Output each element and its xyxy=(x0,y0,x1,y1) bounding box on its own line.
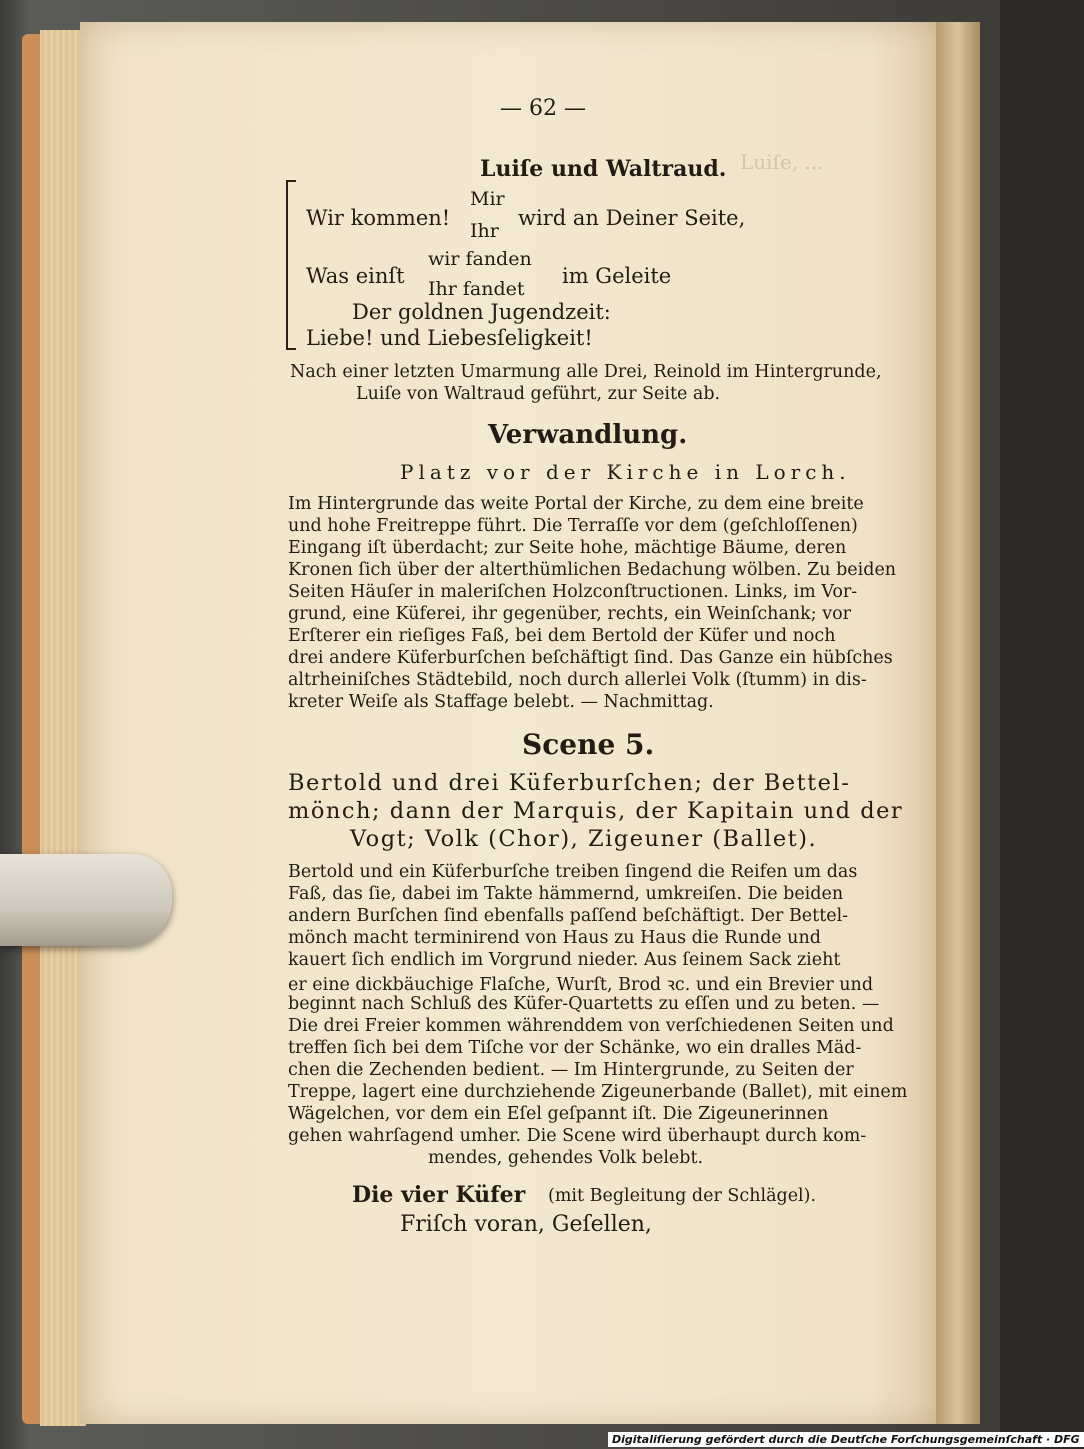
action-line: Treppe, lagert eine durchziehende Zigeunerbande (Ballet), mit einem xyxy=(288,1082,908,1102)
song-line-4: Liebe! und Liebesſeligkeit! xyxy=(306,326,593,350)
stage-direction-line: Nach einer letzten Umarmung alle Drei, Reinold im Hintergrunde, xyxy=(290,362,882,382)
action-line: Faß, das ſie, dabei im Takte hämmernd, umkreiſen. Die beiden xyxy=(288,884,844,904)
thumb-holding-page xyxy=(0,854,172,946)
song-line-1-end: wird an Deiner Seite, xyxy=(518,206,746,230)
song-line-2-end: im Geleite xyxy=(562,264,672,288)
scene-description-line: altrheiniſches Städtebild, noch durch allerlei Volk (ſtumm) in dis- xyxy=(288,670,867,690)
scene-description-line: Im Hintergrunde das weite Portal der Kirche, zu dem eine breite xyxy=(288,494,864,514)
scene-heading: Scene 5. xyxy=(522,728,655,761)
scene-description-line: grund, eine Küferei, ihr gegenüber, rechts, ein Weinſchank; vor xyxy=(288,604,852,624)
action-line: Wägelchen, vor dem ein Eſel geſpannt iſt. Die Zigeunerinnen xyxy=(288,1104,829,1124)
song2-line: Friſch voran, Geſellen, xyxy=(400,1212,652,1237)
action-line: beginnt nach Schluß des Küfer-Quartetts zu eſſen und zu beten. — xyxy=(288,994,880,1014)
stage-direction-line: Luiſe von Waltraud geführt, zur Seite ab. xyxy=(356,384,721,404)
location-line: Platz vor der Kirche in Lorch. xyxy=(400,460,851,484)
scene-description-line: drei andere Küferburſchen beſchäftigt ſind. Das Ganze ein hübſches xyxy=(288,648,893,668)
song-line-1-ihr: Ihr xyxy=(470,220,499,242)
song-line-1-mir: Mir xyxy=(470,188,505,210)
speakers-heading: Luiſe und Waltraud. xyxy=(480,156,727,182)
scene-description-line: Seiten Häuſer in maleriſchen Holzconſtructionen. Links, im Vor- xyxy=(288,582,858,602)
song-line-2-wir: wir fanden xyxy=(428,248,532,270)
song-line-3: Der goldnen Jugendzeit: xyxy=(352,300,611,324)
footer-credit: Digitaliſierung gefördert durch die Deutſche Forſchungsgemeinſchaft · DFG xyxy=(608,1432,1084,1447)
song-line-2-start: Was einſt xyxy=(306,264,405,288)
action-line: mönch macht terminirend von Haus zu Haus die Runde und xyxy=(288,928,821,948)
scene-description-line: Erſterer ein rieſiges Faß, bei dem Bertold der Küfer und noch xyxy=(288,626,836,646)
scene-description-line: kreter Weiſe als Staffage belebt. — Nachmittag. xyxy=(288,692,714,712)
action-line: treffen ſich bei dem Tiſche vor der Schänke, wo ein dralles Mäd- xyxy=(288,1038,862,1058)
song2-speaker: Die vier Küfer xyxy=(352,1182,526,1208)
cast-line: Bertold und drei Küferburſchen; der Bettel- xyxy=(288,770,851,796)
action-line: chen die Zechenden bedient. — Im Hintergrunde, zu Seiten der xyxy=(288,1060,854,1080)
scene-description-line: Kronen ſich über der alterthümlichen Bedachung wölben. Zu beiden xyxy=(288,560,897,580)
transformation-heading: Verwandlung. xyxy=(488,420,688,450)
action-line: er eine dickbäuchige Flaſche, Wurſt, Brod ꝛc. und ein Brevier und xyxy=(288,975,874,995)
show-through-text: Luiſe, ... xyxy=(740,150,824,174)
page-number: — 62 — xyxy=(500,96,586,121)
action-line: andern Burſchen ſind ebenfalls paſſend beſchäftigt. Der Bettel- xyxy=(288,906,849,926)
cast-line: mönch; dann der Marquis, der Kapitain und der xyxy=(288,798,904,824)
page-right-edge xyxy=(936,22,980,1424)
scene-description-line: und hohe Freitreppe führt. Die Terraſſe vor dem (geſchloſſenen) xyxy=(288,516,858,536)
action-line: Die drei Freier kommen währenddem von verſchiedenen Seiten und xyxy=(288,1016,894,1036)
action-line: mendes, gehendes Volk belebt. xyxy=(428,1148,704,1168)
brace-bracket xyxy=(286,180,296,350)
song-line-2-ihr: Ihr fandet xyxy=(428,278,525,300)
action-line: kauert ſich endlich im Vorgrund nieder. Aus ſeinem Sack zieht xyxy=(288,950,841,970)
action-line: gehen wahrſagend umher. Die Scene wird überhaupt durch kom- xyxy=(288,1126,867,1146)
action-line: Bertold und ein Küferburſche treiben ſingend die Reifen um das xyxy=(288,862,858,882)
cast-line: Vogt; Volk (Chor), Zigeuner (Ballet). xyxy=(350,826,818,852)
scene-description-line: Eingang iſt überdacht; zur Seite hohe, mächtige Bäume, deren xyxy=(288,538,847,558)
song-line-1-start: Wir kommen! xyxy=(306,206,451,230)
song2-note: (mit Begleitung der Schlägel). xyxy=(548,1186,817,1206)
